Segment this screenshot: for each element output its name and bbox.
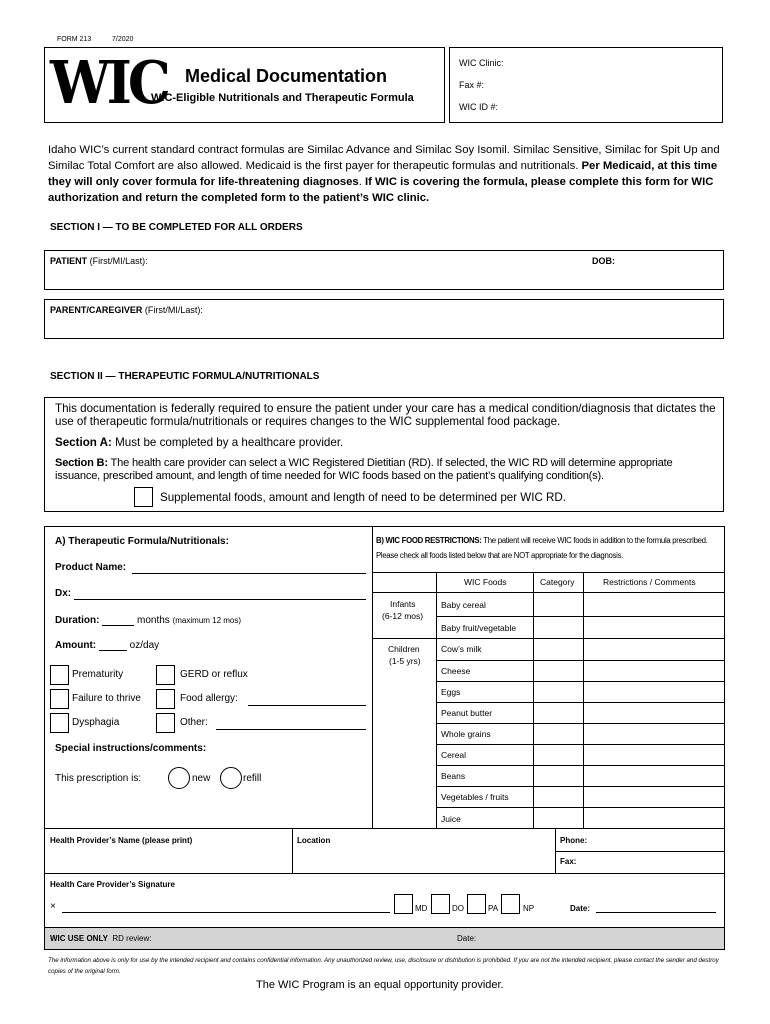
wic-use-only: WIC USE ONLY RD review:	[50, 934, 152, 943]
wic-id-label: WIC ID #:	[459, 102, 499, 112]
parent-label: PARENT/CAREGIVER (First/MI/Last):	[50, 305, 203, 315]
food-row: Vegetables / fruits	[441, 792, 509, 802]
section-a-text: Section A: Must be completed by a healthcare provider.	[55, 436, 344, 449]
pa-checkbox[interactable]	[467, 894, 486, 914]
date-input[interactable]	[596, 912, 716, 913]
signature-x: ×	[50, 901, 56, 912]
food-row: Cheese	[441, 666, 471, 676]
food-row: Beans	[441, 771, 466, 781]
md-label: MD	[415, 904, 428, 913]
children-age: (1-5 yrs)	[389, 656, 421, 666]
food-row: Baby cereal	[441, 600, 486, 610]
product-name-input[interactable]	[132, 573, 366, 574]
equal-opportunity: The WIC Program is an equal opportunity provider.	[256, 979, 504, 991]
failure-checkbox[interactable]	[50, 689, 69, 709]
special-instructions-label: Special instructions/comments:	[55, 743, 207, 754]
food-row: Baby fruit/vegetable	[441, 623, 517, 633]
refill-label: refill	[243, 773, 262, 784]
do-label: DO	[452, 904, 464, 913]
food-row: Eggs	[441, 687, 461, 697]
form-number: FORM 213	[57, 36, 92, 43]
rd-checkbox[interactable]	[134, 487, 153, 507]
food-row: Whole grains	[441, 729, 491, 739]
amount-row: Amount: oz/day	[55, 640, 160, 651]
form-date: 7/2020	[112, 36, 134, 43]
col-restrictions: Restrictions / Comments	[603, 577, 696, 587]
col-category: Category	[540, 577, 575, 587]
col-wic-foods: WIC Foods	[464, 577, 507, 587]
duration-input[interactable]	[102, 615, 134, 626]
amount-input[interactable]	[99, 640, 127, 651]
wic-clinic-label: WIC Clinic:	[459, 58, 504, 68]
allergy-input[interactable]	[248, 705, 366, 706]
wic-use-date: Date:	[457, 934, 477, 943]
dx-input[interactable]	[74, 599, 366, 600]
pa-label: PA	[488, 904, 499, 913]
dx-label: Dx:	[55, 588, 72, 599]
wic-logo: WIC	[50, 46, 167, 118]
infants-label: Infants	[390, 599, 416, 609]
partb-title: B) WIC FOOD RESTRICTIONS: The patient will receive WIC foods in addition to the formula prescribed. Please check all foods listed below that are NOT appropriate for the diagnosis.	[376, 536, 708, 560]
page-subtitle: WIC-Eligible Nutritionals and Therapeutic Formula	[151, 92, 414, 104]
provider-name-label: Health Provider’s Name (please print)	[50, 836, 193, 845]
parta-title: A) Therapeutic Formula/Nutritionals:	[55, 536, 229, 547]
failure-label: Failure to thrive	[72, 693, 141, 704]
dob-label: DOB:	[592, 256, 615, 266]
food-row: Cereal	[441, 750, 467, 760]
food-row: Peanut butter	[441, 708, 493, 718]
date-label: Date:	[570, 904, 591, 913]
patient-label: PATIENT (First/MI/Last):	[50, 256, 148, 266]
other-label: Other:	[180, 717, 208, 728]
dysphagia-checkbox[interactable]	[50, 713, 69, 733]
food-row: Cow’s milk	[441, 644, 482, 654]
other-checkbox[interactable]	[156, 713, 175, 733]
duration-row: Duration: months (maximum 12 mos)	[55, 615, 242, 626]
refill-radio[interactable]	[220, 767, 242, 789]
product-name-label: Product Name:	[55, 562, 127, 573]
phone-label: Phone:	[560, 836, 588, 845]
page-title: Medical Documentation	[185, 66, 388, 86]
md-checkbox[interactable]	[394, 894, 413, 914]
doc-text: This documentation is federally required to ensure the patient under your care has a medical condition/diagnosis that dictates the use of therapeutic formula/nutritionals or requires changes to the WIC supplemental food package.	[55, 402, 716, 428]
new-label: new	[192, 773, 211, 784]
fax-label-provider: Fax:	[560, 857, 577, 866]
new-radio[interactable]	[168, 767, 190, 789]
disclaimer: The information above is only for use by the intended recipient and contains confidential information. Any unauthorized review, use, disclosure or distribution is prohibited. If you are not the intended recipient, please contact the sender and destroy copies of the original form.	[48, 957, 719, 975]
dysphagia-label: Dysphagia	[72, 717, 120, 728]
gerd-label: GERD or reflux	[180, 669, 248, 680]
prematurity-checkbox[interactable]	[50, 665, 69, 685]
section2-heading: SECTION II — THERAPEUTIC FORMULA/NUTRITIONALS	[50, 371, 320, 382]
infants-age: (6-12 mos)	[382, 611, 424, 621]
allergy-label: Food allergy:	[180, 693, 238, 704]
children-label: Children	[388, 644, 420, 654]
location-label: Location	[297, 836, 331, 845]
gerd-checkbox[interactable]	[156, 665, 175, 685]
np-checkbox[interactable]	[501, 894, 520, 914]
do-checkbox[interactable]	[431, 894, 450, 914]
food-row: Juice	[441, 814, 461, 824]
np-label: NP	[523, 904, 535, 913]
intro-paragraph: Idaho WIC’s current standard contract formulas are Similac Advance and Similac Soy Isomil. Similac Sensitive, Similac for Spit Up and Similac Total Comfort are also allowed. Medicaid is the first payer for therapeutic formulas and nutritionals. Per Medicaid, at this time they will only cover formula for life-threatening diagnoses. If WIC is covering the formula, please complete this form for WIC authorization and return the completed form to the patient’s WIC clinic.	[48, 144, 720, 204]
signature-input[interactable]	[62, 912, 390, 913]
prematurity-label: Prematurity	[72, 669, 124, 680]
allergy-checkbox[interactable]	[156, 689, 175, 709]
supplemental-label: Supplemental foods, amount and length of need to be determined per WIC RD.	[160, 491, 567, 504]
section1-heading: SECTION I — TO BE COMPLETED FOR ALL ORDERS	[50, 222, 303, 233]
fax-label: Fax #:	[459, 80, 485, 90]
prescription-label: This prescription is:	[55, 773, 142, 784]
section-b-text: Section B: The health care provider can select a WIC Registered Dietitian (RD). If selected, the WIC RD will determine appropriate issuance, prescribed amount, and length of time needed for WIC foods based on the patient’s qualifying condition(s).	[55, 457, 673, 482]
signature-label: Health Care Provider’s Signature	[50, 880, 175, 889]
other-input[interactable]	[216, 729, 366, 730]
